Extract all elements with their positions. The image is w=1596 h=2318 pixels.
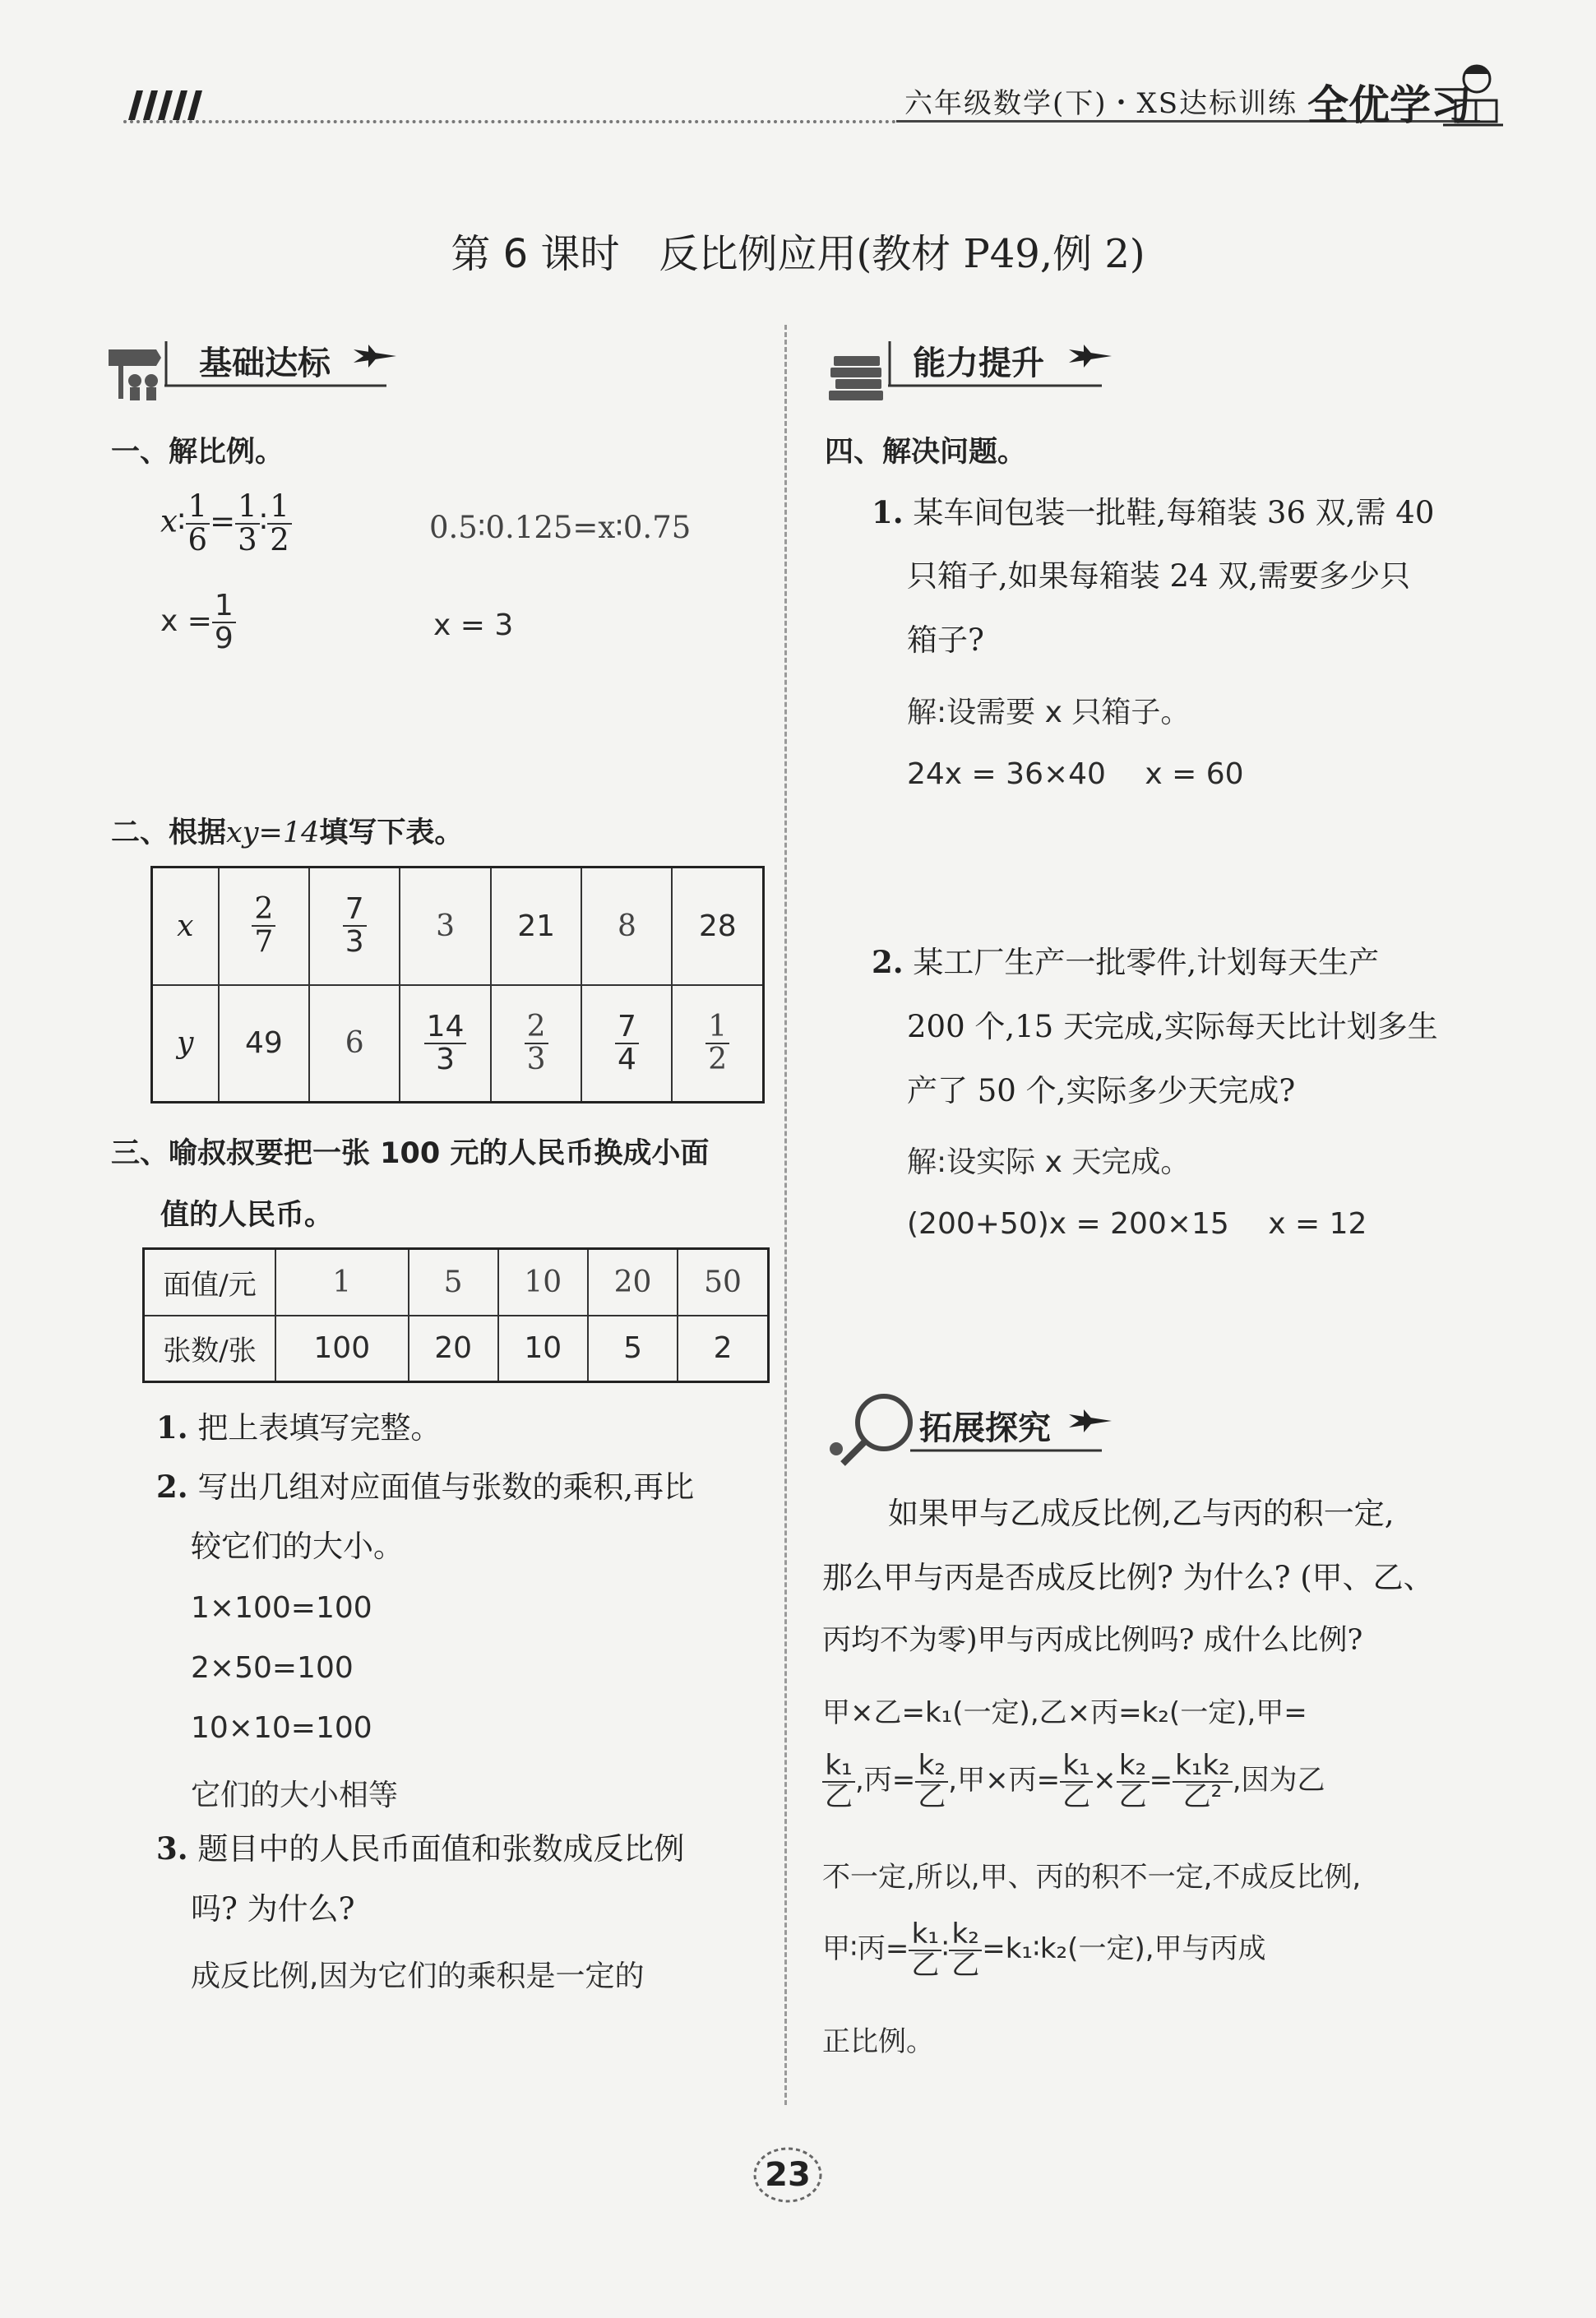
q3-row-count (144, 1316, 769, 1382)
column-divider (784, 325, 787, 2105)
q4-p2-line2: 200 个,15 天完成,实际每天比计划多生 (907, 1009, 1438, 1044)
ans4-text-a: 甲∶丙= (822, 1932, 909, 1966)
q2-y-cell-1: 49 (219, 985, 310, 1103)
q3-sub3-number: 3. (156, 1830, 188, 1867)
q2-y4-den: 3 (526, 1042, 546, 1076)
q3-sub2-line2: 较它们的大小。 (191, 1529, 404, 1564)
frac-k1b-num: k₁ (1060, 1751, 1093, 1783)
q3-count-1: 100 (275, 1316, 409, 1382)
q2-y-cell-2: 6 (309, 985, 400, 1103)
q2-y-cell-3 (400, 985, 491, 1103)
page-title (0, 222, 1596, 279)
q4-p2-line1 (872, 944, 1380, 980)
q4-p2-line3: 产了 50 个,实际多少天完成? (907, 1073, 1296, 1108)
frac-k2b-den: 乙 (1118, 1779, 1147, 1813)
eq1-c-den: 2 (270, 521, 289, 558)
q2-y-cell-6 (672, 985, 763, 1103)
ans2-text-b: ,甲×丙= (948, 1764, 1061, 1797)
q1-answer-2: x = 3 (433, 608, 514, 642)
q1-answer-1 (160, 590, 236, 655)
eq1-b-den: 3 (238, 521, 257, 558)
frac4-k1-den: 乙 (911, 1948, 940, 1982)
q4-p2-number: 2. (872, 944, 904, 980)
q3-count-3: 10 (498, 1316, 588, 1382)
q3-heading-line2: 值的人民币。 (160, 1199, 334, 1232)
header-dotted-rule (123, 120, 896, 123)
explore-line3: 丙均不为零)甲与丙成比例吗? 成什么比例? (822, 1624, 1363, 1657)
frac4-k1-num: k₁ (909, 1920, 941, 1951)
q3-sub2-text: 写出几组对应面值与张数的乘积,再比 (197, 1469, 695, 1505)
q2-table (150, 866, 765, 1103)
lesson-reference: (教材 P49,例 2) (856, 231, 1145, 277)
q4-p1-line3: 箱子? (907, 622, 984, 658)
ans4-text-b: =k₁∶k₂(一定),甲与丙成 (982, 1932, 1266, 1966)
q2-x-cell-6: 28 (672, 868, 763, 985)
q2-y6-num: 1 (705, 1011, 729, 1044)
q4-p2-answer-2: (200+50)x = 200×15 x = 12 (907, 1207, 1367, 1241)
q1-equation-2: 0.5∶0.125=x∶0.75 (429, 510, 692, 545)
q4-p2-text: 某工厂生产一批零件,计划每天生产 (913, 945, 1380, 980)
frac-k2b-num: k₂ (1117, 1751, 1150, 1783)
q2-y5-den: 4 (617, 1042, 636, 1076)
eq1-x: x (160, 503, 178, 539)
q2-row-x-label: x (152, 868, 219, 985)
q3-sub2-answer-2: 2×50=100 (191, 1651, 354, 1685)
q2-row-y-label: y (152, 985, 219, 1103)
q3-sub2-answer-3: 10×10=100 (191, 1711, 372, 1745)
ans2-text-c: ,因为乙 (1232, 1764, 1325, 1797)
header-book-title: 六年级数学(下)・XS达标训练 (904, 87, 1298, 120)
eq1-a-num: 1 (186, 491, 210, 525)
frac-k2-den: 乙 (918, 1779, 946, 1813)
page-number-text: 23 (765, 2156, 811, 2194)
explore-line2: 那么甲与丙是否成反比例? 为什么? (甲、乙、 (822, 1560, 1434, 1595)
ans1-num: 1 (212, 590, 236, 623)
q4-p1-line1 (872, 494, 1435, 530)
q3-row-count-label: 张数/张 (144, 1316, 276, 1382)
q3-sub3-answer: 成反比例,因为它们的乘积是一定的 (191, 1959, 645, 1993)
q3-sub3-text: 题目中的人民币面值和张数成反比例 (197, 1831, 685, 1867)
q4-heading: 四、解决问题。 (825, 436, 1027, 469)
q3-sub2-answer-1: 1×100=100 (191, 1591, 372, 1625)
q3-value-1: 1 (275, 1249, 409, 1316)
ans2-times: × (1093, 1764, 1117, 1797)
q1-equation-1: x∶ $\frac{1}{6}$ = $\frac{1}{3}$ ∶ $\frac{1}{2}$ (160, 491, 292, 557)
q2-y6-den: 2 (708, 1042, 728, 1076)
ans1-den: 9 (214, 621, 234, 655)
q2-x-cell-1 (219, 868, 310, 985)
q2-x-cell-2 (309, 868, 400, 985)
q4-p1-text: 某车间包装一批鞋,每箱装 36 双,需 40 (913, 495, 1435, 530)
q2-x1-num: 2 (252, 894, 275, 927)
q2-y3-num: 14 (424, 1011, 467, 1044)
q2-row-y (152, 985, 764, 1103)
q2-row-x (152, 868, 764, 985)
page-number (752, 2146, 823, 2204)
q2-y4-num: 2 (525, 1011, 548, 1044)
section-title-explore: 拓展探究 (919, 1409, 1051, 1447)
frac-k2-num: k₂ (915, 1751, 948, 1783)
q3-sub1-number: 1. (156, 1409, 188, 1446)
q4-p1-answer-1: 解:设需要 x 只箱子。 (907, 696, 1191, 729)
q3-count-5: 2 (678, 1316, 768, 1382)
explore-answer-2 (822, 1751, 1325, 1811)
q3-sub1-text: 把上表填写完整。 (197, 1410, 442, 1446)
q2-x-cell-3: 3 (400, 868, 491, 985)
q3-value-2: 5 (409, 1249, 498, 1316)
section-title-ability: 能力提升 (913, 345, 1044, 382)
frac4-k2-den: 乙 (951, 1948, 980, 1982)
q2-heading (111, 810, 463, 851)
explore-answer-1: 甲×乙=k₁(一定),乙×丙=k₂(一定),甲= (822, 1696, 1307, 1729)
mascot-reading-icon (1439, 59, 1505, 133)
q3-sub2-line1 (156, 1469, 695, 1505)
q2-x2-num: 7 (343, 894, 367, 927)
q2-y5-num: 7 (615, 1011, 639, 1044)
explore-line1: 如果甲与乙成反比例,乙与丙的积一定, (888, 1496, 1395, 1531)
q3-sub1 (156, 1409, 442, 1446)
ans1-lhs: x = (160, 604, 212, 638)
ans4-colon: ∶ (941, 1932, 950, 1966)
explore-answer-4 (822, 1920, 1266, 1980)
q3-count-2: 20 (409, 1316, 498, 1382)
q2-heading-post: 填写下表。 (319, 817, 464, 849)
lesson-title: 第 6 课时 反比例应用 (451, 231, 857, 277)
q3-row-value (144, 1249, 769, 1316)
q3-value-5: 50 (678, 1249, 768, 1316)
q4-p2-answer-1: 解:设实际 x 天完成。 (907, 1145, 1191, 1179)
header-stripes (122, 90, 204, 120)
q2-y3-den: 3 (436, 1042, 455, 1076)
q2-y-cell-5 (581, 985, 672, 1103)
frac-k1-num: k₁ (822, 1751, 855, 1783)
q3-sub2-answer-4: 它们的大小相等 (191, 1779, 399, 1812)
frac-k1k2-den: 乙² (1182, 1779, 1223, 1813)
eq1-a-den: 6 (187, 521, 208, 558)
q3-sub3-line1 (156, 1830, 685, 1867)
q1-heading: 一、解比例。 (111, 436, 285, 469)
frac-k1k2-num: k₁k₂ (1173, 1751, 1233, 1783)
frac-k1b-den: 乙 (1062, 1779, 1091, 1813)
q2-y-cell-4 (491, 985, 582, 1103)
q2-x-cell-4: 21 (491, 868, 582, 985)
explore-answer-5: 正比例。 (822, 2025, 934, 2058)
frac4-k2-num: k₂ (949, 1920, 982, 1951)
q3-sub3-line2: 吗? 为什么? (191, 1891, 355, 1927)
section-title-basic: 基础达标 (199, 345, 331, 382)
q2-x2-den: 3 (345, 925, 364, 960)
q2-x1-den: 7 (254, 925, 274, 960)
q2-heading-eq: xy=14 (226, 817, 320, 849)
q3-heading-line1: 三、喻叔叔要把一张 100 元的人民币换成小面 (111, 1137, 710, 1170)
ans2-eq: = (1149, 1764, 1173, 1797)
q2-x-cell-5: 8 (581, 868, 672, 985)
q4-p1-number: 1. (872, 494, 904, 530)
eq1-c-num: 1 (267, 491, 292, 525)
q3-count-4: 5 (588, 1316, 678, 1382)
header-brand: 全优学习 (1307, 81, 1472, 129)
frac-k1-den: 乙 (825, 1779, 853, 1813)
eq1-b-num: 1 (235, 491, 260, 525)
ans2-text-a: ,丙= (855, 1764, 916, 1797)
q3-sub2-number: 2. (156, 1469, 188, 1505)
q2-heading-pre: 二、根据 (111, 817, 227, 849)
q4-p1-line2: 只箱子,如果每箱装 24 双,需要多少只 (907, 558, 1411, 594)
q4-p1-answer-2: 24x = 36×40 x = 60 (907, 757, 1244, 791)
q3-value-4: 20 (588, 1249, 678, 1316)
q3-table (142, 1247, 770, 1383)
q3-row-value-label: 面值/元 (144, 1249, 276, 1316)
explore-answer-3: 不一定,所以,甲、丙的积不一定,不成反比例, (822, 1861, 1362, 1894)
q3-value-3: 10 (498, 1249, 588, 1316)
